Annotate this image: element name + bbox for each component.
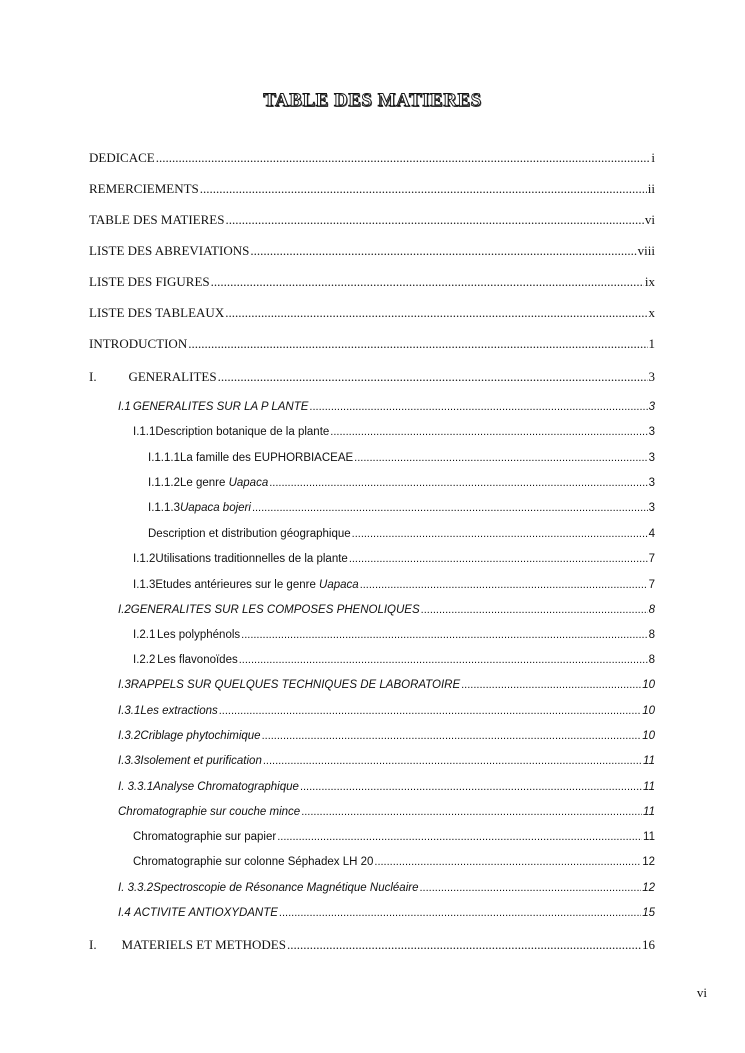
toc-entry-i113[interactable] — [148, 502, 655, 514]
toc-entry-page: 4 — [648, 528, 655, 540]
toc-entry-i331[interactable] — [118, 781, 655, 793]
dot-leader — [287, 937, 641, 953]
dot-leader — [263, 755, 642, 767]
toc-entry-label: Chromatographie sur couche mince — [118, 806, 301, 818]
toc-entry-label: RAPPELS SUR QUELQUES TECHNIQUES DE LABORATOIRE — [130, 679, 461, 691]
dot-leader — [374, 856, 641, 868]
toc-entry-i32[interactable] — [118, 730, 655, 742]
toc-entry-page: ix — [644, 274, 655, 289]
toc-entry-page: 3 — [648, 369, 655, 384]
dot-leader — [354, 452, 647, 464]
toc-entry-generalites[interactable] — [89, 369, 655, 385]
toc-entry-label: Chromatographie sur colonne Séphadex LH 20 — [133, 856, 374, 868]
toc-entry-page: x — [648, 305, 655, 320]
toc-entry-i4[interactable] — [118, 907, 655, 919]
toc-entry-label: Les polyphénols — [157, 629, 241, 641]
dot-leader — [269, 477, 647, 489]
toc-entry-number: I.2 — [118, 604, 131, 616]
dot-leader — [218, 369, 648, 385]
toc-entry-number: I. 3.3.2 — [118, 882, 154, 894]
toc-entry-label: Les flavonoïdes — [157, 654, 238, 666]
toc-entry-page: 7 — [648, 553, 655, 565]
toc-entry-page: 10 — [642, 679, 655, 691]
toc-entry-i31[interactable] — [118, 705, 655, 717]
toc-entry-i3[interactable] — [118, 679, 655, 691]
dot-leader — [188, 336, 647, 352]
toc-entry-i21[interactable] — [133, 629, 655, 641]
toc-entry-number: I.1 — [118, 401, 131, 413]
toc-entry-liste-figures[interactable] — [89, 274, 655, 290]
toc-entry-number: I.2.1 — [133, 629, 156, 641]
dot-leader — [309, 401, 647, 413]
dot-leader — [241, 629, 647, 641]
toc-entry-i1[interactable] — [118, 401, 655, 413]
toc-entry-page: 3 — [648, 426, 655, 438]
toc-entry-label: GENERALITES — [128, 369, 217, 384]
toc-entry-i11[interactable] — [133, 426, 655, 438]
toc-entry-label: Criblage phytochimique — [140, 730, 261, 742]
toc-entry-label: La famille des EUPHORBIACEAE — [179, 452, 354, 464]
toc-entry-label: MATERIELS ET METHODES — [121, 937, 286, 952]
toc-entry-number: I. — [89, 369, 97, 384]
toc-entry-label: ACTIVITE ANTIOXYDANTE — [133, 907, 278, 919]
dot-leader — [200, 181, 647, 197]
toc-entry-label: Description et distribution géographique — [148, 528, 351, 540]
toc-entry-label: DEDICACE — [89, 150, 155, 165]
toc-entry-label: LISTE DES FIGURES — [89, 274, 210, 289]
dot-leader — [262, 730, 642, 742]
toc-entry-page: 3 — [648, 452, 655, 464]
toc-entry-number: I.1.3 — [133, 579, 156, 591]
toc-entry-page: 3 — [648, 401, 655, 413]
dot-leader — [461, 679, 641, 691]
toc-entry-label: LISTE DES TABLEAUX — [89, 305, 225, 320]
toc-entry-page: 15 — [642, 907, 655, 919]
label-italic-text: Uapaca bojeri — [179, 502, 251, 514]
dot-leader — [421, 604, 648, 616]
toc-entry-page: 11 — [643, 806, 655, 818]
toc-entry-page: 11 — [643, 781, 655, 793]
dot-leader — [352, 528, 648, 540]
page-number: vi — [696, 985, 707, 1000]
toc-entry-label: Chromatographie sur papier — [133, 831, 277, 843]
toc-entry-page: vi — [644, 212, 655, 227]
page-title: TABLE DES MATIERES — [263, 90, 482, 111]
toc-entry-ccm[interactable] — [118, 806, 655, 818]
toc-entry-page: 8 — [648, 629, 655, 641]
toc-entry-liste-tableaux[interactable] — [89, 305, 655, 321]
dot-leader — [252, 502, 648, 514]
toc-entry-page: 10 — [642, 730, 655, 742]
toc-entry-page: 10 — [642, 705, 655, 717]
toc-entry-i33[interactable] — [118, 755, 655, 767]
toc-entry-label: Spectroscopie de Résonance Magnétique Nucléaire — [153, 882, 419, 894]
dot-leader — [279, 907, 641, 919]
toc-entry-page: 3 — [648, 477, 655, 489]
toc-entry-i111[interactable] — [148, 452, 655, 464]
dot-leader — [300, 781, 642, 793]
toc-entry-label: REMERCIEMENTS — [89, 181, 199, 196]
toc-entry-description-distribution[interactable] — [148, 528, 655, 540]
toc-entry-introduction[interactable] — [89, 336, 655, 352]
toc-entry-number: I.1.1.3 — [148, 502, 180, 514]
toc-entry-number: I.1.1 — [133, 426, 156, 438]
toc-entry-label — [155, 579, 358, 591]
label-text: Etudes antérieures sur le genre — [155, 579, 320, 591]
toc-entry-label: Description botanique de la plante — [155, 426, 330, 438]
toc-entry-chromato-colonne[interactable] — [133, 856, 655, 868]
toc-entry-liste-abreviations[interactable] — [89, 243, 655, 259]
toc-entry-number: I. 3.3.1 — [118, 781, 154, 793]
toc-entry-label — [180, 477, 268, 489]
toc-entry-number: I.3.3 — [118, 755, 141, 767]
dot-leader — [225, 305, 647, 321]
dot-leader — [360, 579, 648, 591]
toc-entry-page: i — [651, 150, 655, 165]
toc-entry-page: 12 — [642, 856, 655, 868]
dot-leader — [211, 274, 644, 290]
dot-leader — [156, 150, 651, 166]
toc-entry-label: INTRODUCTION — [89, 336, 188, 351]
toc-entry-dedicace[interactable] — [89, 150, 655, 166]
toc-entry-page: 16 — [642, 937, 655, 952]
toc-entry-page: 11 — [643, 755, 655, 767]
toc-entry-page: 8 — [648, 604, 655, 616]
dot-leader — [349, 553, 648, 565]
dot-leader — [419, 882, 641, 894]
dot-leader — [225, 212, 643, 228]
toc-entry-label: Les extractions — [140, 705, 218, 717]
toc-entry-number: I.3.2 — [118, 730, 141, 742]
toc-entry-remerciements[interactable] — [89, 181, 655, 197]
toc-entry-page: ii — [647, 181, 655, 196]
toc-entry-i12[interactable] — [133, 553, 655, 565]
toc-entry-label: GENERALITES SUR LA P LANTE — [132, 401, 309, 413]
toc-entry-chromato-papier[interactable] — [133, 831, 655, 843]
label-italic-text: Uapaca — [319, 579, 359, 591]
toc-entry-page: viii — [637, 243, 655, 258]
dot-leader — [277, 831, 642, 843]
toc-entry-label: Utilisations traditionnelles de la plante — [155, 553, 348, 565]
toc-entry-label: LISTE DES ABREVIATIONS — [89, 243, 250, 258]
toc-entry-materiels-methodes[interactable] — [89, 937, 655, 953]
toc-entry-label — [180, 502, 251, 514]
toc-entry-number: I.1.1.1 — [148, 452, 180, 464]
toc-entry-number: I.4 — [118, 907, 131, 919]
toc-entry-number: I.3.1 — [118, 705, 141, 717]
toc-entry-label: Analyse Chromatographique — [153, 781, 299, 793]
toc-entry-label: TABLE DES MATIERES — [89, 212, 225, 227]
dot-leader — [239, 654, 648, 666]
dot-leader — [250, 243, 636, 259]
toc-entry-page: 8 — [648, 654, 655, 666]
toc-entry-page: 1 — [648, 336, 655, 351]
toc-entry-i22[interactable] — [133, 654, 655, 666]
toc-entry-label: Isolement et purification — [140, 755, 262, 767]
label-italic-text: Uapaca — [228, 477, 269, 489]
toc-entry-number: I.2.2 — [133, 654, 156, 666]
toc-entry-page: 7 — [648, 579, 655, 591]
toc-entry-number: I.3 — [118, 679, 131, 691]
toc-entry-number: I. — [89, 937, 97, 952]
dot-leader — [330, 426, 647, 438]
toc-entry-table-des-matieres[interactable] — [89, 212, 655, 228]
toc-entry-label: GENERALITES SUR LES COMPOSES PHENOLIQUES — [130, 604, 420, 616]
dot-leader — [301, 806, 642, 818]
label-text: Le genre — [179, 477, 229, 489]
toc-entry-page: 3 — [648, 502, 655, 514]
toc-entry-i2[interactable] — [118, 604, 655, 616]
toc-entry-i112[interactable] — [148, 477, 655, 489]
toc-entry-page: 12 — [642, 882, 655, 894]
toc-entry-number: I.1.2 — [133, 553, 156, 565]
toc-entry-i13[interactable] — [133, 579, 655, 591]
toc-entry-page: 11 — [643, 831, 655, 843]
toc-entry-i332[interactable] — [118, 882, 655, 894]
dot-leader — [219, 705, 641, 717]
toc-entry-number: I.1.1.2 — [148, 477, 180, 489]
